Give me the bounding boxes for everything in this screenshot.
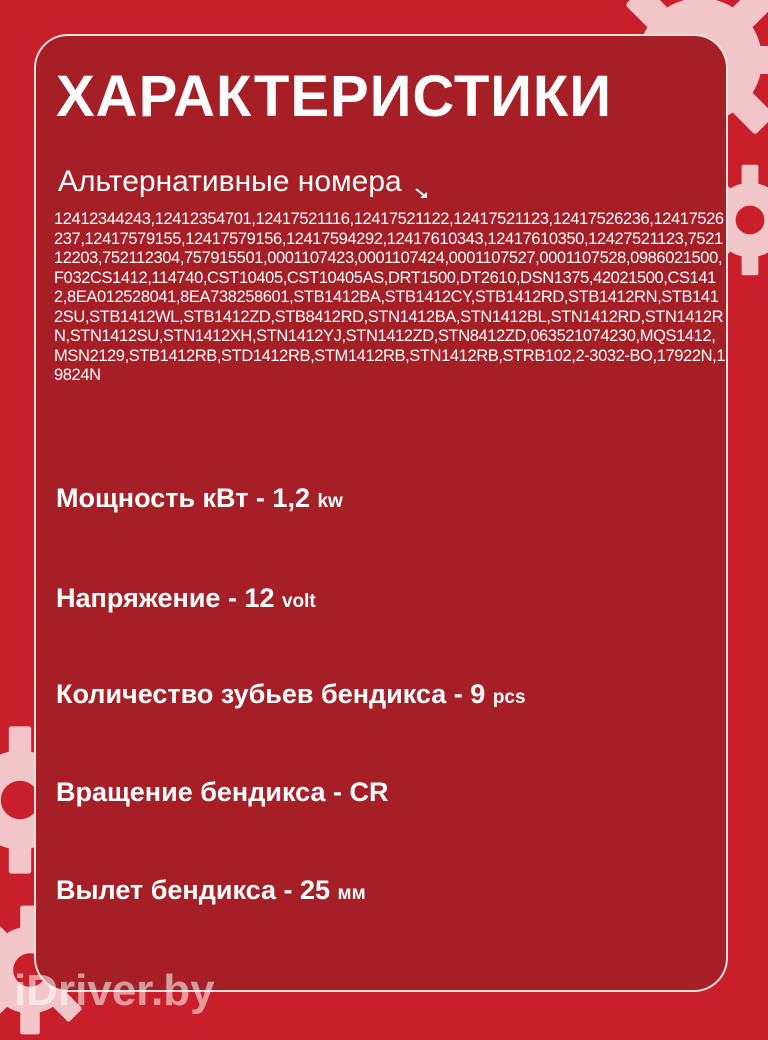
alt-numbers-heading-text: Альтернативные номера: [58, 165, 402, 198]
spec-label: Вылет бендикса - 25: [56, 875, 331, 905]
spec-rotation: [56, 774, 388, 814]
watermark: iDriver.by: [14, 966, 215, 1015]
alt-numbers-list: 12412344243,12412354701,12417521116,12417521122,12417521123,12417526236,12417526237,12417579155,12417579156,12417594292,12417610343,12417610350,12427521123,752112203,752112304,757915501,0001107423,0001107424,0001107527,0001107528,0986021500,F032CS1412,114740,CST10405,CST10405AS,DRT1500,DT2610,DSN1375,42021500,CS1412,8EA012528041,8EA738258601,STB1412BA,STB1412CY,STB1412RD,STB1412RN,STB1412SU,STB1412WL,STB1412ZD,STB8412RD,STN1412BA,STN1412BL,STN1412RD,STN1412RN,STN1412SU,STN1412XH,STN1412YJ,STN1412ZD,STN8412ZD,063521074230,MQS1412,MSN2129,STB1412RB,STD1412RB,STM1412RB,STN1412RB,STRB102,2-3032-BO,17922N,19824N: [54, 210, 726, 384]
spec-unit: volt: [281, 591, 316, 612]
spec-label: Вращение бендикса - CR: [56, 777, 389, 807]
spec-voltage: [56, 580, 316, 620]
spec-label: Напряжение - 12: [56, 583, 275, 613]
page-title: ХАРАКТЕРИСТИКИ: [56, 64, 613, 129]
spec-unit: pcs: [492, 687, 526, 708]
spec-unit: kw: [317, 491, 343, 512]
spec-label: Количество зубьев бендикса - 9: [56, 679, 486, 709]
spec-unit: мм: [337, 883, 366, 904]
arrow-down-right-icon: [414, 173, 430, 189]
spec-offset: [56, 872, 366, 912]
spec-label: Мощность кВт - 1,2: [56, 483, 310, 513]
alt-numbers-heading: [58, 162, 430, 202]
spec-power: [56, 480, 343, 520]
spec-teeth: [56, 676, 526, 716]
